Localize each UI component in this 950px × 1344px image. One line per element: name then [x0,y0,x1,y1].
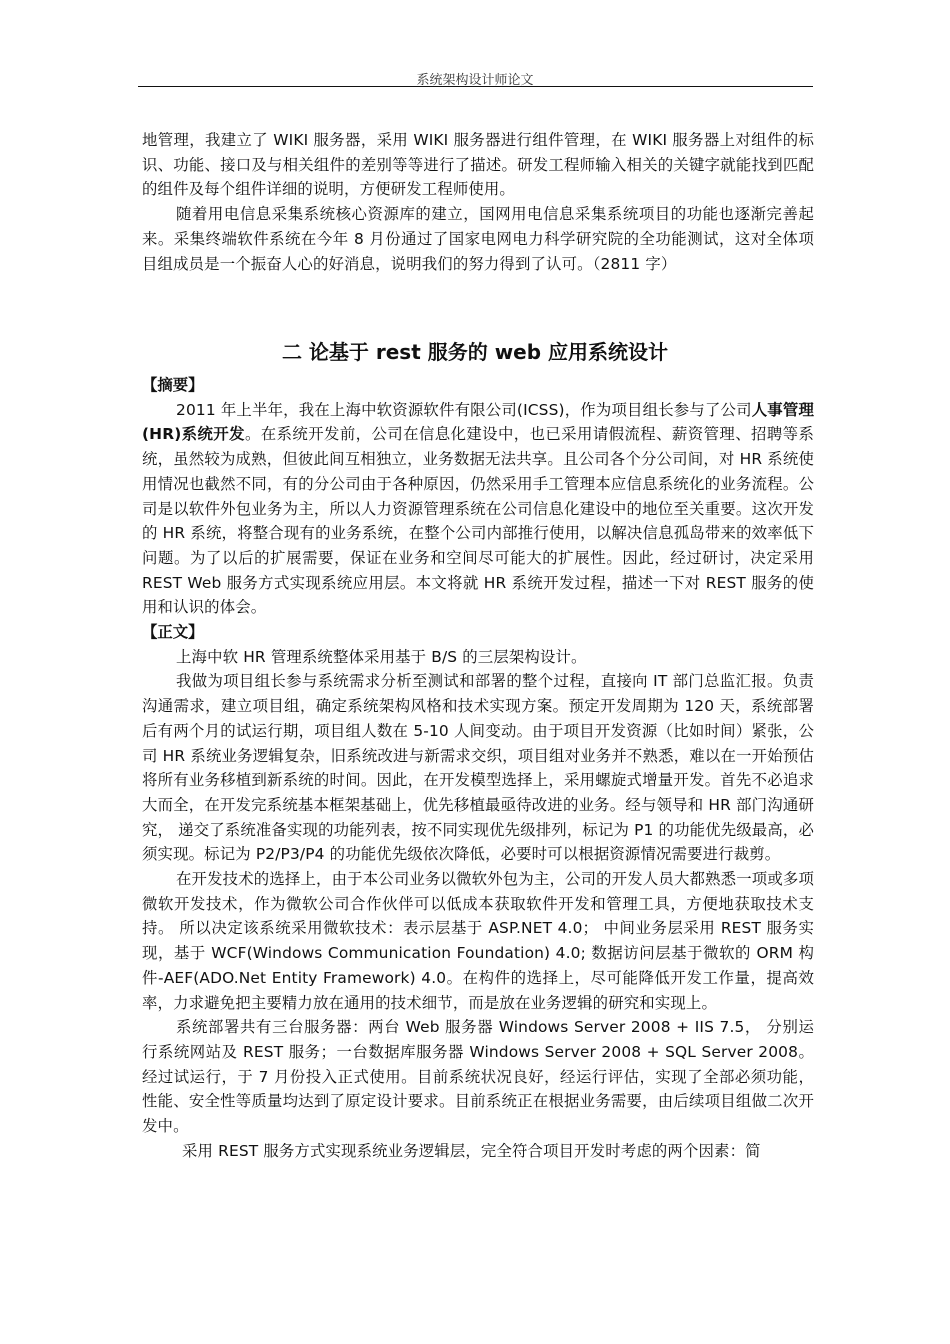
intro-section [142,128,814,276]
body-label: 【正文】 [142,623,204,642]
abstract-lead: 2011 年上半年，我在上海中软资源软件有限公司(ICSS)，作为项目组长参与了公司 [176,400,752,419]
header-title: 系统架构设计师论文 [416,73,534,88]
body-paragraph-1: 上海中软 HR 管理系统整体采用基于 B/S 的三层架构设计。 [176,647,587,666]
intro-paragraph-2: 随着用电信息采集系统核心资源库的建立，国网用电信息采集系统项目的功能也逐渐完善起来。采集终端软件系统在今年 8 月份通过了国家电网电力科学研究院的全功能测试，这对全体项目组成员是一个振奋人心的好消息，说明我们的努力得到了认可。（2811 字） [142,205,814,273]
header-rule [138,86,813,87]
body-paragraph-2: 我做为项目组长参与系统需求分析至测试和部署的整个过程，直接向 IT 部门总监汇报。负责沟通需求，建立项目组，确定系统架构风格和技术实现方案。预定开发周期为 120 天，系统部署后有两个月的试运行期，项目组人数在 5-10 人间变动。由于项目开发资源（比如时间）紧张，公司 HR 系统业务逻辑复杂，旧系统改进与新需求交织，项目组对业务并不熟悉，难以在一开始预估将所有业务移植到新系统的时间。因此，在开发模型选择上，采用螺旋式增量开发。首先不必追求大而全，在开发完系统基本框架基础上，优先移植最亟待改进的业务。经与领导和 HR 部门沟通研究， 递交了系统准备实现的功能列表，按不同实现优先级排列，标记为 P1 的功能优先级最高，必须实现。标记为 P2/P3/P4 的功能优先级依次降低，必要时可以根据资源情况需要进行裁剪。 [142,672,814,864]
abstract-highlight: 人事管理(HR)系统开发 [142,400,814,444]
abstract-rest: 。在系统开发前，公司在信息化建设中，也已采用请假流程、薪资管理、招聘等系统，虽然较为成熟，但彼此间互相独立，业务数据无法共享。且公司各个分公司间，对 HR 系统使用情况也截然不同，有的分公司由于各种原因，仍然采用手工管理本应信息系统化的业务流程。公司是以软件外包业务为主，所以人力资源管理系统在公司信息化建设中的地位至关重要。这次开发的 HR 系统，将整合现有的业务系统，在整个公司内部推行使用，以解决信息孤岛带来的效率低下问题。为了以后的扩展需要，保证在业务和空间尽可能大的扩展性。因此，经过研讨，决定采用 REST Web 服务方式实现系统应用层。本文将就 HR 系统开发过程，描述一下对 REST 服务的使用和认识的体会。 [142,425,814,617]
article-title: 二 论基于 rest 服务的 web 应用系统设计 [281,340,669,364]
body-paragraph-5: 采用 REST 服务方式实现系统业务逻辑层，完全符合项目开发时考虑的两个因素：简 [182,1141,761,1160]
body-paragraph-3: 在开发技术的选择上，由于本公司业务以微软外包为主，公司的开发人员大都熟悉一项或多项微软开发技术，作为微软公司合作伙伴可以低成本获取软件开发和管理工具，方便地获取技术支持。 所以决定该系统采用微软技术：表示层基于 ASP.NET 4.0； 中间业务层采用 REST 服务实现，基于 WCF(Windows Communication Foundation) 4.0; 数据访问层基于微软的 ORM 构件-AEF(ADO.Net Entity Framework) 4.0。在构件的选择上，尽可能降低开发工作量，提高效率，力求避免把主要精力放在通用的技术细节，而是放在业务逻辑的研究和实现上。 [142,870,814,1012]
intro-paragraph-1: 地管理，我建立了 WIKI 服务器，采用 WIKI 服务器进行组件管理，在 WIKI 服务器上对组件的标识、功能、接口及与相关组件的差别等等进行了描述。研发工程师输入相关的关键字就能找到匹配的组件及每个组件详细的说明，方便研发工程师使用。 [142,131,814,199]
abstract-paragraph [142,398,814,620]
article-section [142,373,814,1164]
abstract-label: 【摘要】 [142,376,204,394]
body-paragraph-4: 系统部署共有三台服务器：两台 Web 服务器 Windows Server 2008 + IIS 7.5， 分别运行系统网站及 REST 服务；一台数据库服务器 Windows Server 2008 + SQL Server 2008。经过试运行，于 7 月份投入正式使用。目前系统状况良好，经运行评估，实现了全部必须功能，性能、安全性等质量均达到了原定设计要求。目前系统正在根据业务需要，由后续项目组做二次开发中。 [142,1018,814,1136]
